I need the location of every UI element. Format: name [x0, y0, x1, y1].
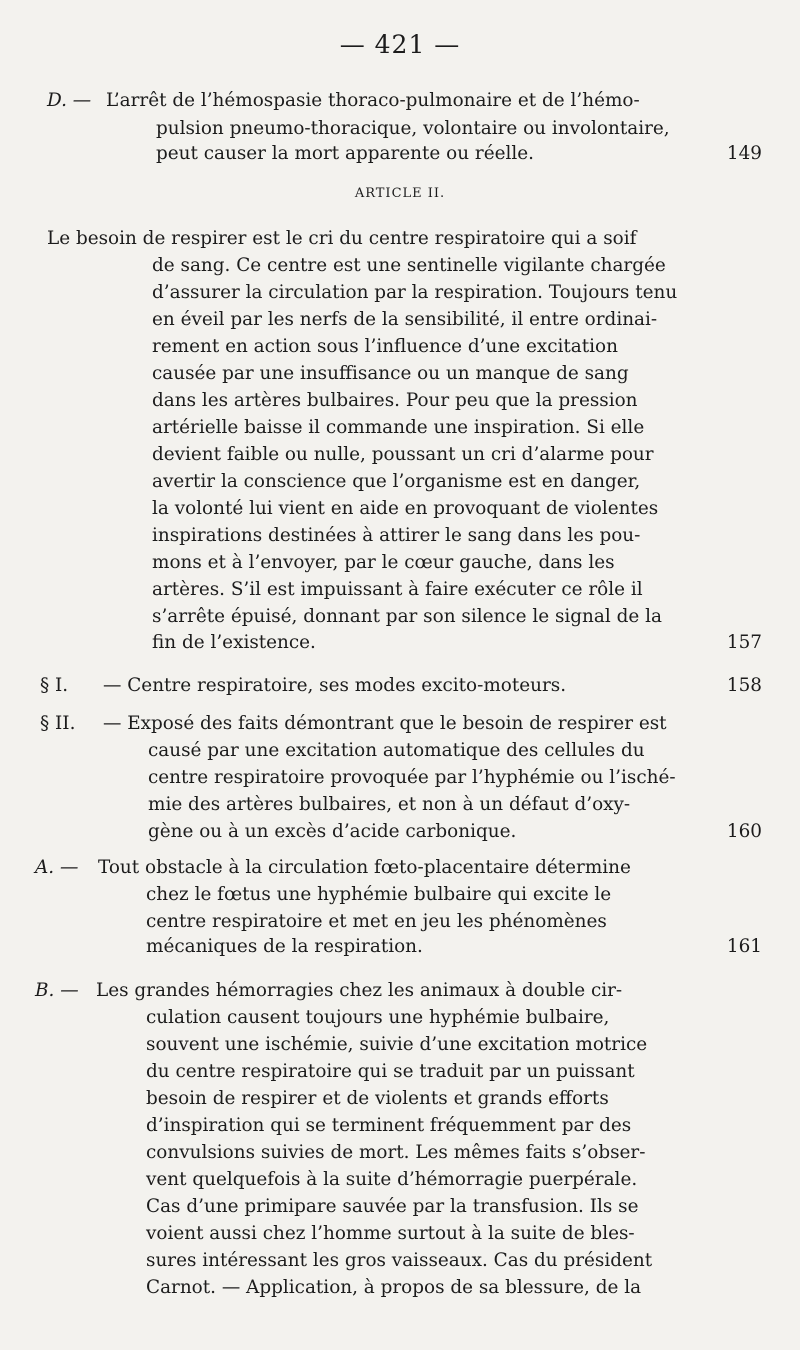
page-reference: 160 — [726, 821, 762, 842]
entry-line: sures intéressant les gros vaisseaux. Cas du président — [146, 1250, 653, 1271]
entry-line: en éveil par les nerfs de la sensibilité, il entre ordinai- — [152, 309, 658, 330]
entry-label: D. — — [47, 90, 92, 111]
entry-line: voient aussi chez l’homme surtout à la suite de bles- — [146, 1223, 635, 1244]
entry-line: besoin de respirer et de violents et grands efforts — [146, 1088, 609, 1109]
entry-line: Carnot. — Application, à propos de sa blessure, de la — [146, 1277, 642, 1298]
entry-line: — Centre respiratoire, ses modes excito-moteurs. — [103, 675, 567, 696]
entry-line: pulsion pneumo-thoracique, volontaire ou involontaire, — [156, 118, 670, 139]
entry-line: devient faible ou nulle, poussant un cri d’alarme pour — [152, 444, 654, 465]
entry-line: peut causer la mort apparente ou réelle. — [156, 143, 534, 164]
entry-line: artérielle baisse il commande une inspiration. Si elle — [152, 417, 645, 438]
entry-line: artères. S’il est impuissant à faire exécuter ce rôle il — [152, 579, 643, 600]
entry-line: Tout obstacle à la circulation fœto-placentaire détermine — [98, 857, 631, 878]
entry-line: culation causent toujours une hyphémie bulbaire, — [146, 1007, 610, 1028]
entry-line: souvent une ischémie, suivie d’une excitation motrice — [146, 1034, 648, 1055]
entry-label: A. — — [35, 857, 79, 878]
entry-line: de sang. Ce centre est une sentinelle vigilante chargée — [152, 255, 666, 276]
entry-line: mons et à l’envoyer, par le cœur gauche, dans les — [152, 552, 615, 573]
entry-line: causé par une excitation automatique des cellules du — [148, 740, 645, 761]
entry-line: inspirations destinées à attirer le sang dans les pou- — [152, 525, 641, 546]
article-heading: ARTICLE II. — [354, 186, 446, 201]
entry-line: s’arrête épuisé, donnant par son silence le signal de la — [152, 606, 662, 627]
entry-line: Le besoin de respirer est le cri du centre respiratoire qui a soif — [47, 228, 637, 249]
entry-line: centre respiratoire provoquée par l’hyphémie ou l’isché- — [148, 767, 676, 788]
entry-line: chez le fœtus une hyphémie bulbaire qui excite le — [146, 884, 612, 905]
entry-line: causée par une insuffisance ou un manque de sang — [152, 363, 629, 384]
entry-line: gène ou à un excès d’acide carbonique. — [148, 821, 517, 842]
entry-line: avertir la conscience que l’organisme est en danger, — [152, 471, 641, 492]
page-number: — 421 — — [339, 30, 461, 59]
entry-label: § I. — [40, 675, 69, 696]
entry-line: dans les artères bulbaires. Pour peu que la pression — [152, 390, 638, 411]
entry-line: mie des artères bulbaires, et non à un défaut d’oxy- — [148, 794, 631, 815]
entry-line: d’inspiration qui se terminent fréquemment par des — [146, 1115, 632, 1136]
entry-line: d’assurer la circulation par la respiration. Toujours tenu — [152, 282, 678, 303]
entry-line: mécaniques de la respiration. — [146, 936, 423, 957]
entry-line: rement en action sous l’influence d’une excitation — [152, 336, 618, 357]
entry-line: du centre respiratoire qui se traduit par un puissant — [146, 1061, 635, 1082]
entry-line: — Exposé des faits démontrant que le besoin de respirer est — [103, 713, 667, 734]
entry-label: § II. — [40, 713, 76, 734]
page-reference: 161 — [726, 936, 762, 957]
page-reference: 149 — [726, 143, 762, 164]
page-reference: 157 — [726, 632, 762, 653]
entry-line: fin de l’existence. — [152, 632, 316, 653]
entry-line: Les grandes hémorragies chez les animaux à double cir- — [96, 980, 623, 1001]
entry-line: la volonté lui vient en aide en provoquant de violentes — [152, 498, 659, 519]
page-reference: 158 — [726, 675, 762, 696]
entry-label: B. — — [35, 980, 79, 1001]
entry-line: Cas d’une primipare sauvée par la transfusion. Ils se — [146, 1196, 639, 1217]
entry-line: convulsions suivies de mort. Les mêmes faits s’obser- — [146, 1142, 646, 1163]
entry-line: vent quelquefois à la suite d’hémorragie puerpérale. — [146, 1169, 638, 1190]
entry-line: L’arrêt de l’hémospasie thoraco-pulmonaire et de l’hémo- — [106, 90, 640, 111]
entry-line: centre respiratoire et met en jeu les phénomènes — [146, 911, 607, 932]
